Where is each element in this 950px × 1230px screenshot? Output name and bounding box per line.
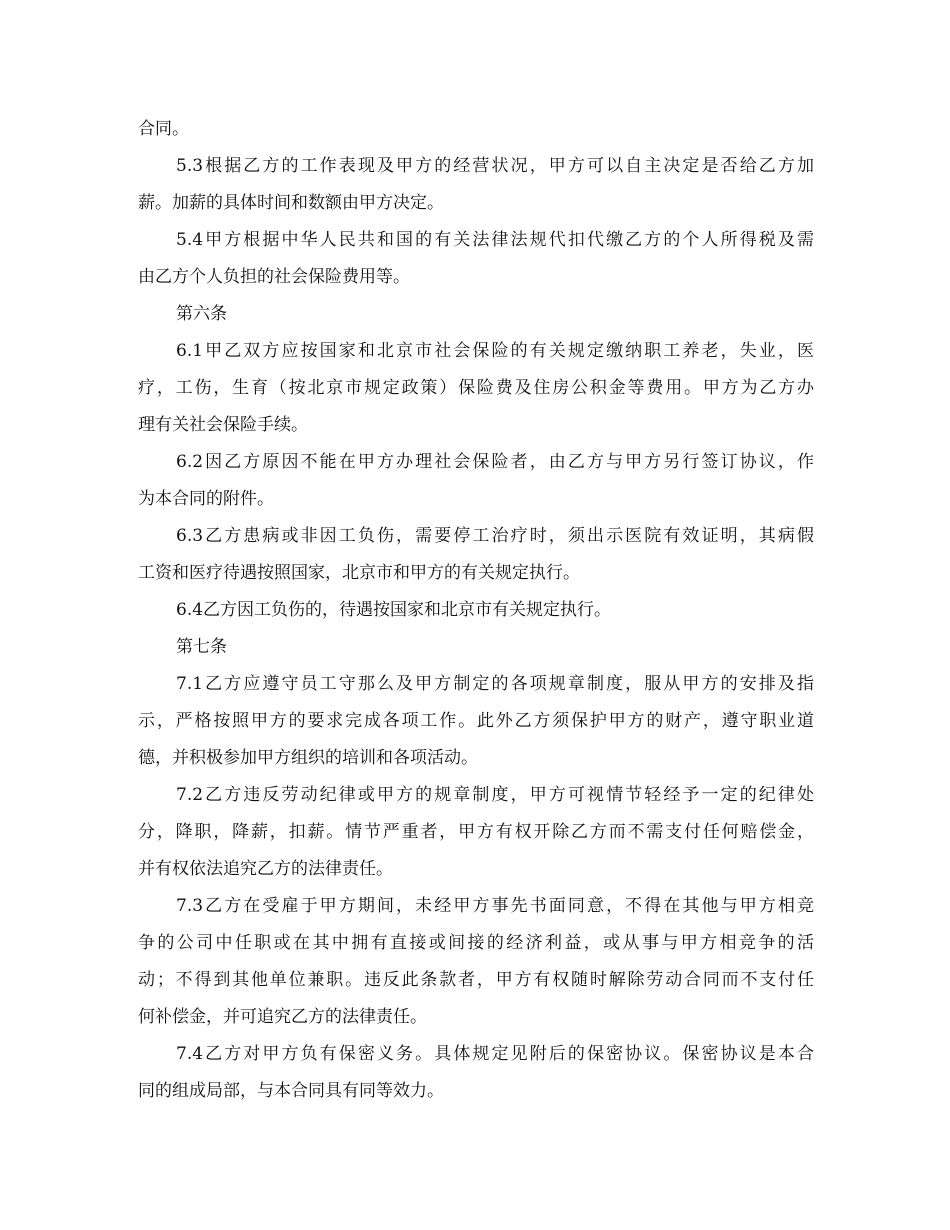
paragraph-line: 并有权依法追究乙方的法律责任。 bbox=[138, 859, 393, 879]
paragraph-line: 6.4乙方因工负伤的，待遇按国家和北京市有关规定执行。 bbox=[176, 600, 612, 620]
paragraph-line: 示，严格按照甲方的要求完成各项工作。此外乙方须保护甲方的财产，遵守职业道 bbox=[138, 711, 814, 731]
paragraph-line: 为本合同的附件。 bbox=[138, 489, 274, 509]
clause-5-4 bbox=[138, 228, 814, 289]
paragraph-line: 5.4甲方根据中华人民共和国的有关法律法规代扣代缴乙方的个人所得税及需 bbox=[176, 230, 814, 250]
paragraph-line: 7.2乙方违反劳动纪律或甲方的规章制度，甲方可视情节轻经予一定的纪律处 bbox=[176, 785, 814, 805]
paragraph-line: 7.4乙方对甲方负有保密义务。具体规定见附后的保密协议。保密协议是本合 bbox=[176, 1044, 814, 1064]
clause-6-4 bbox=[138, 598, 814, 622]
paragraph-line: 6.1甲乙双方应按国家和北京市社会保险的有关规定缴纳职工养老，失业，医 bbox=[176, 341, 814, 361]
clause-6-3 bbox=[138, 524, 814, 585]
paragraph-line: 7.1乙方应遵守员工守那么及甲方制定的各项规章制度，服从甲方的安排及指 bbox=[176, 674, 814, 694]
document-body bbox=[138, 117, 814, 1103]
paragraph-line: 德，并积极参加甲方组织的培训和各项活动。 bbox=[138, 748, 478, 768]
paragraph-line: 6.2因乙方原因不能在甲方办理社会保险者，由乙方与甲方另行签订协议，作 bbox=[176, 452, 814, 472]
paragraph-line: 疗，工伤，生育（按北京市规定政策）保险费及住房公积金等费用。甲方为乙方办 bbox=[138, 378, 814, 398]
clause-6-2 bbox=[138, 450, 814, 511]
paragraph-line: 争的公司中任职或在其中拥有直接或间接的经济利益，或从事与甲方相竞争的活 bbox=[138, 933, 814, 953]
article-heading: 第七条 bbox=[176, 637, 227, 657]
paragraph-line: 5.3根据乙方的工作表现及甲方的经营状况，甲方可以自主决定是否给乙方加 bbox=[176, 156, 814, 176]
paragraph-line: 6.3乙方患病或非因工负伤，需要停工治疗时，须出示医院有效证明，其病假 bbox=[176, 526, 814, 546]
clause-7-2 bbox=[138, 783, 814, 881]
clause-7-3 bbox=[138, 894, 814, 1029]
paragraph-continuation bbox=[138, 117, 814, 141]
paragraph-line: 7.3乙方在受雇于甲方期间，未经甲方事先书面同意，不得在其他与甲方相竞 bbox=[176, 896, 814, 916]
paragraph-line: 同的组成局部，与本合同具有同等效力。 bbox=[138, 1081, 444, 1101]
clause-7-1 bbox=[138, 672, 814, 770]
article-7-heading bbox=[138, 635, 814, 659]
article-heading: 第六条 bbox=[176, 304, 227, 324]
paragraph-line: 合同。 bbox=[138, 119, 189, 139]
paragraph-line: 动；不得到其他单位兼职。违反此条款者，甲方有权随时解除劳动合同而不支付任 bbox=[138, 970, 814, 990]
paragraph-line: 理有关社会保险手续。 bbox=[138, 415, 308, 435]
clause-7-4 bbox=[138, 1042, 814, 1103]
clause-6-1 bbox=[138, 339, 814, 437]
clause-5-3 bbox=[138, 154, 814, 215]
article-6-heading bbox=[138, 302, 814, 326]
paragraph-line: 由乙方个人负担的社会保险费用等。 bbox=[138, 267, 410, 287]
paragraph-line: 何补偿金，并可追究乙方的法律责任。 bbox=[138, 1007, 427, 1027]
paragraph-line: 薪。加薪的具体时间和数额由甲方决定。 bbox=[138, 193, 444, 213]
paragraph-line: 分，降职，降薪，扣薪。情节严重者，甲方有权开除乙方而不需支付任何赔偿金， bbox=[138, 822, 814, 842]
paragraph-line: 工资和医疗待遇按照国家，北京市和甲方的有关规定执行。 bbox=[138, 563, 580, 583]
